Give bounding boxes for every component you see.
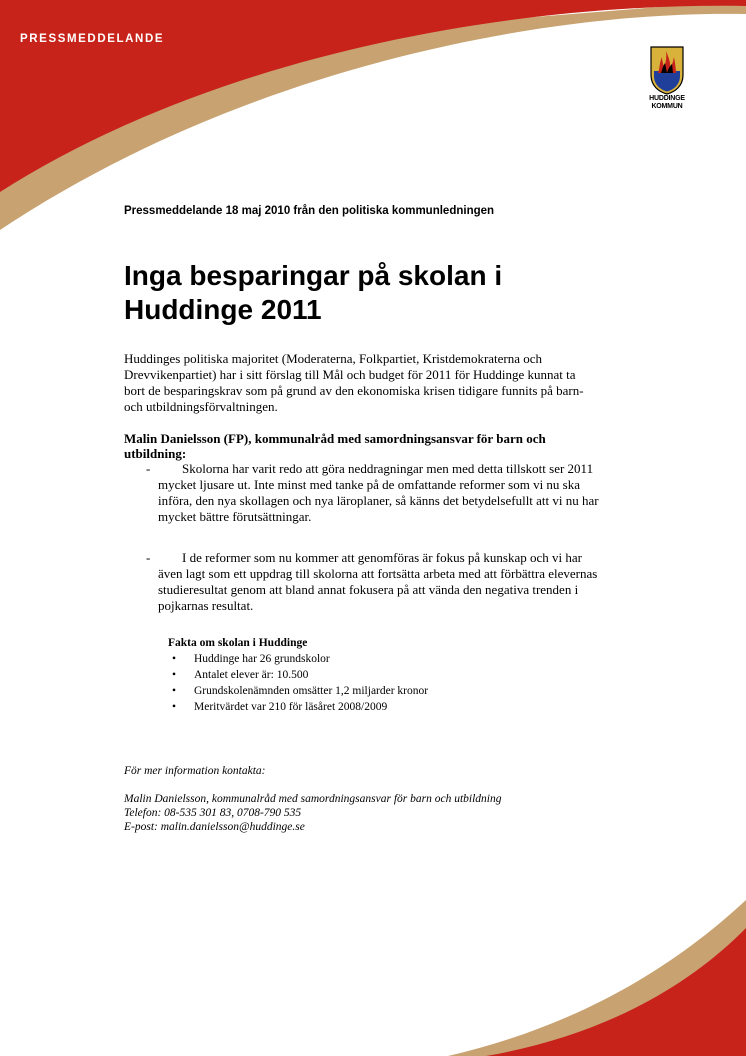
bullet-icon: •: [172, 701, 177, 713]
huddinge-kommun-coat-of-arms-icon: [649, 45, 685, 95]
quote-list: [124, 461, 604, 614]
logo-text-huddinge: HUDDINGE: [649, 95, 685, 102]
contact-section: [124, 764, 624, 834]
quote-item: [124, 550, 604, 614]
facts-title: Fakta om skolan i Huddinge: [168, 637, 308, 649]
bullet-icon: •: [172, 669, 177, 681]
contact-phone: Telefon: 08-535 301 83, 0708-790 535: [124, 807, 302, 819]
header-label: PRESSMEDDELANDE: [20, 33, 165, 45]
list-item: • Grundskolenämnden omsätter 1,2 miljarder kronor: [172, 685, 429, 697]
contact-email: E-post: malin.danielsson@huddinge.se: [124, 821, 305, 833]
dateline: Pressmeddelande 18 maj 2010 från den politiska kommunledningen: [124, 205, 495, 217]
quote-dash: -: [146, 550, 151, 565]
quote-item: [124, 461, 604, 525]
intro-paragraph: Huddinges politiska majoritet (Moderaterna, Folkpartiet, Kristdemokraterna och Drevvikenpartiet) har i sitt förslag till Mål och budget för 2011 för Huddinge kunnat ta bort de besparingskrav som på grund av den ekonomiska krisen tidigare funnits på barn- och utbildningsförvaltningen.: [124, 351, 584, 414]
facts-list: [168, 651, 588, 715]
facts-section: [168, 636, 588, 715]
bullet-icon: •: [172, 653, 177, 665]
quote-text: Skolorna har varit redo att göra neddragningar men med detta tillskott ser 2011 mycket ljusare ut. Inte minst med tanke på de omfattande reformer som vi nu ska införa, den nya skollagen och nya läroplaner, så känns det betydelsefullt att vi nu har mycket bättre förutsättningar.: [158, 461, 599, 524]
logo-text-kommun: KOMMUN: [651, 103, 683, 110]
list-item: • Huddinge har 26 grundskolor: [172, 653, 330, 665]
speaker-heading: Malin Danielsson (FP), kommunalråd med samordningsansvar för barn och utbildning:: [124, 431, 546, 461]
bullet-icon: •: [172, 685, 177, 697]
contact-name: Malin Danielsson, kommunalråd med samordningsansvar för barn och utbildning: [124, 793, 502, 805]
contact-heading: För mer information kontakta:: [124, 765, 266, 777]
quote-dash: -: [146, 461, 151, 476]
list-item: • Meritvärdet var 210 för läsåret 2008/2009: [172, 701, 388, 713]
logo: [636, 45, 698, 135]
quote-text: I de reformer som nu kommer att genomföras är fokus på kunskap och vi har även lagt som ett uppdrag till skolorna att fortsätta arbeta med att förbättra elevernas studieresultat genom att bland annat fokusera på att vända den negativa trenden i pojkarnas resultat.: [158, 550, 598, 613]
page-title: Inga besparingar på skolan i Huddinge 2011: [124, 260, 503, 325]
list-item: • Antalet elever är: 10.500: [172, 669, 309, 681]
